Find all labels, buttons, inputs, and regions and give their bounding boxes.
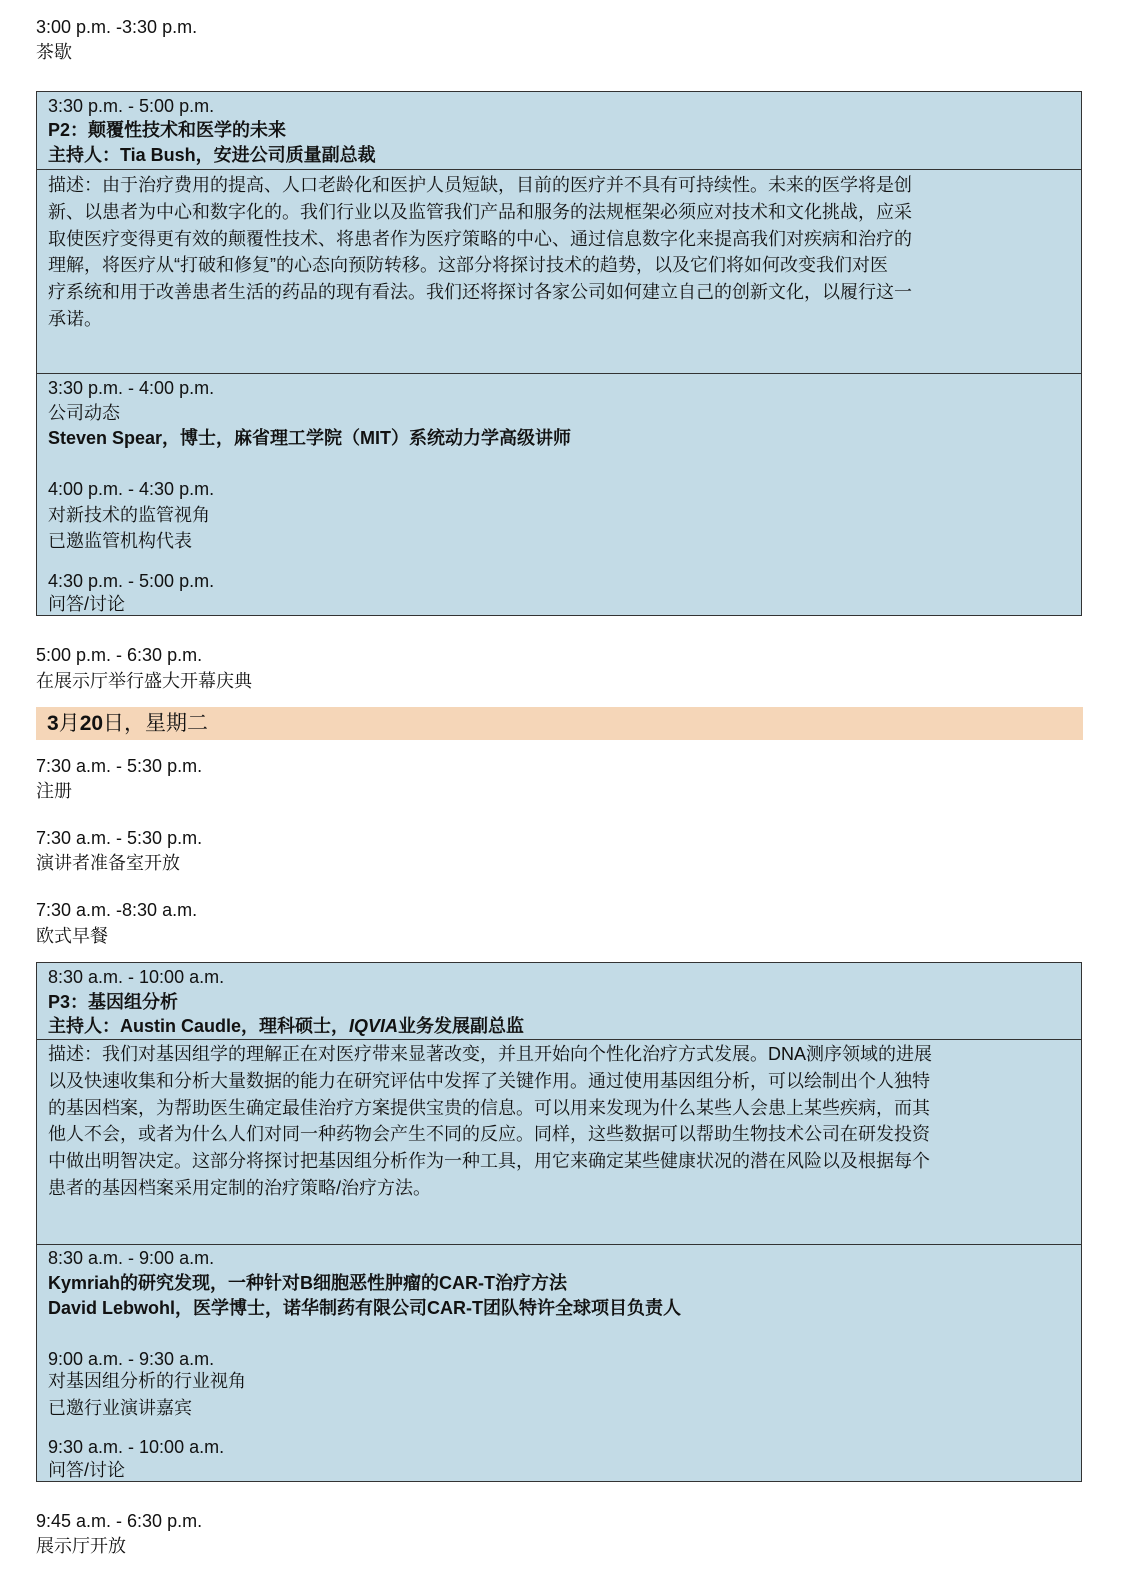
schedule-title: 欧式早餐 (36, 926, 108, 946)
session-p3-box (36, 962, 1082, 1482)
session-p2-box (36, 91, 1082, 616)
schedule-time: 5:00 p.m. - 6:30 p.m. (36, 645, 203, 665)
session-time: 3:30 p.m. - 5:00 p.m. (48, 96, 215, 116)
talk-title: Kymriah的研究发现，一种针对B细胞恶性肿瘤的CAR-T治疗方法 (48, 1273, 568, 1293)
schedule-title: 注册 (36, 781, 72, 801)
session-host: 主持人：Austin Caudle，理科硕士，IQVIA业务发展副总监 (48, 1016, 525, 1036)
divider (37, 169, 1081, 170)
talk-time: 9:30 a.m. - 10:00 a.m. (48, 1437, 225, 1457)
talk-time: 4:00 p.m. - 4:30 p.m. (48, 479, 215, 499)
schedule-title: 展示厅开放 (36, 1536, 126, 1556)
talk-time: 8:30 a.m. - 9:00 a.m. (48, 1248, 215, 1268)
schedule-title: 演讲者准备室开放 (36, 853, 180, 873)
talk-speaker: David Lebwohl，医学博士，诺华制药有限公司CAR-T团队特许全球项目负责人 (48, 1298, 681, 1318)
session-title: P2：颠覆性技术和医学的未来 (48, 120, 287, 140)
schedule-title: 茶歇 (36, 42, 72, 62)
schedule-time: 7:30 a.m. - 5:30 p.m. (36, 828, 203, 848)
talk-title: 公司动态 (48, 403, 120, 423)
schedule-time: 7:30 a.m. - 5:30 p.m. (36, 756, 203, 776)
talk-speaker: 已邀行业演讲嘉宾 (48, 1398, 192, 1418)
schedule-time: 3:00 p.m. -3:30 p.m. (36, 17, 198, 37)
talk-speaker: Steven Spear，博士，麻省理工学院（MIT）系统动力学高级讲师 (48, 428, 572, 448)
divider (37, 1039, 1081, 1040)
day-banner-label: 3月20日，星期二 (47, 712, 209, 735)
session-title: P3：基因组分析 (48, 992, 179, 1012)
talk-time: 3:30 p.m. - 4:00 p.m. (48, 378, 215, 398)
day-banner (36, 707, 1083, 740)
talk-title: 对基因组分析的行业视角 (48, 1371, 246, 1391)
talk-speaker: 已邀监管机构代表 (48, 531, 192, 551)
talk-title: 对新技术的监管视角 (48, 505, 210, 525)
session-description: 描述：由于治疗费用的提高、人口老龄化和医护人员短缺，目前的医疗并不具有可持续性。未来的医学将是创 新、以患者为中心和数字化的。我们行业以及监管我们产品和服务的法规框架必须应对技术和文化挑战，应采 取使医疗变得更有效的颠覆性技术、将患者作为医疗策略的中心、通过信息数字化来提高我们对疾病和治疗的 理解，将医疗从“打破和修复”的心态向预防转移。这部分将探讨技术的趋势，以及它们将如何改变我们对医 疗系统和用于改善患者生活的药品的现有看法。我们还将探讨各家公司如何建立自己的创新文化，以履行这一 承诺。 (48, 175, 912, 329)
schedule-title: 在展示厅举行盛大开幕庆典 (36, 671, 252, 691)
schedule-time: 9:45 a.m. - 6:30 p.m. (36, 1511, 203, 1531)
divider (37, 1244, 1081, 1245)
session-description: 描述：我们对基因组学的理解正在对医疗带来显著改变，并且开始向个性化治疗方式发展。DNA测序领域的进展 以及快速收集和分析大量数据的能力在研究评估中发挥了关键作用。通过使用基因组分析，可以绘制出个人独特 的基因档案，为帮助医生确定最佳治疗方案提供宝贵的信息。可以用来发现为什么某些人会患上某些疾病，而其 他人不会，或者为什么人们对同一种药物会产生不同的反应。同样，这些数据可以帮助生物技术公司在研发投资 中做出明智决定。这部分将探讨把基因组分析作为一种工具，用它来确定某些健康状况的潜在风险以及根据每个 患者的基因档案采用定制的治疗策略/治疗方法。 (48, 1044, 932, 1198)
session-host: 主持人：Tia Bush，安进公司质量副总裁 (48, 145, 376, 165)
talk-title: 问答/讨论 (48, 1460, 126, 1480)
schedule-time: 7:30 a.m. -8:30 a.m. (36, 900, 198, 920)
divider (37, 373, 1081, 374)
talk-title: 问答/讨论 (48, 594, 126, 614)
talk-time: 9:00 a.m. - 9:30 a.m. (48, 1349, 215, 1369)
session-time: 8:30 a.m. - 10:00 a.m. (48, 967, 225, 987)
talk-time: 4:30 p.m. - 5:00 p.m. (48, 571, 215, 591)
